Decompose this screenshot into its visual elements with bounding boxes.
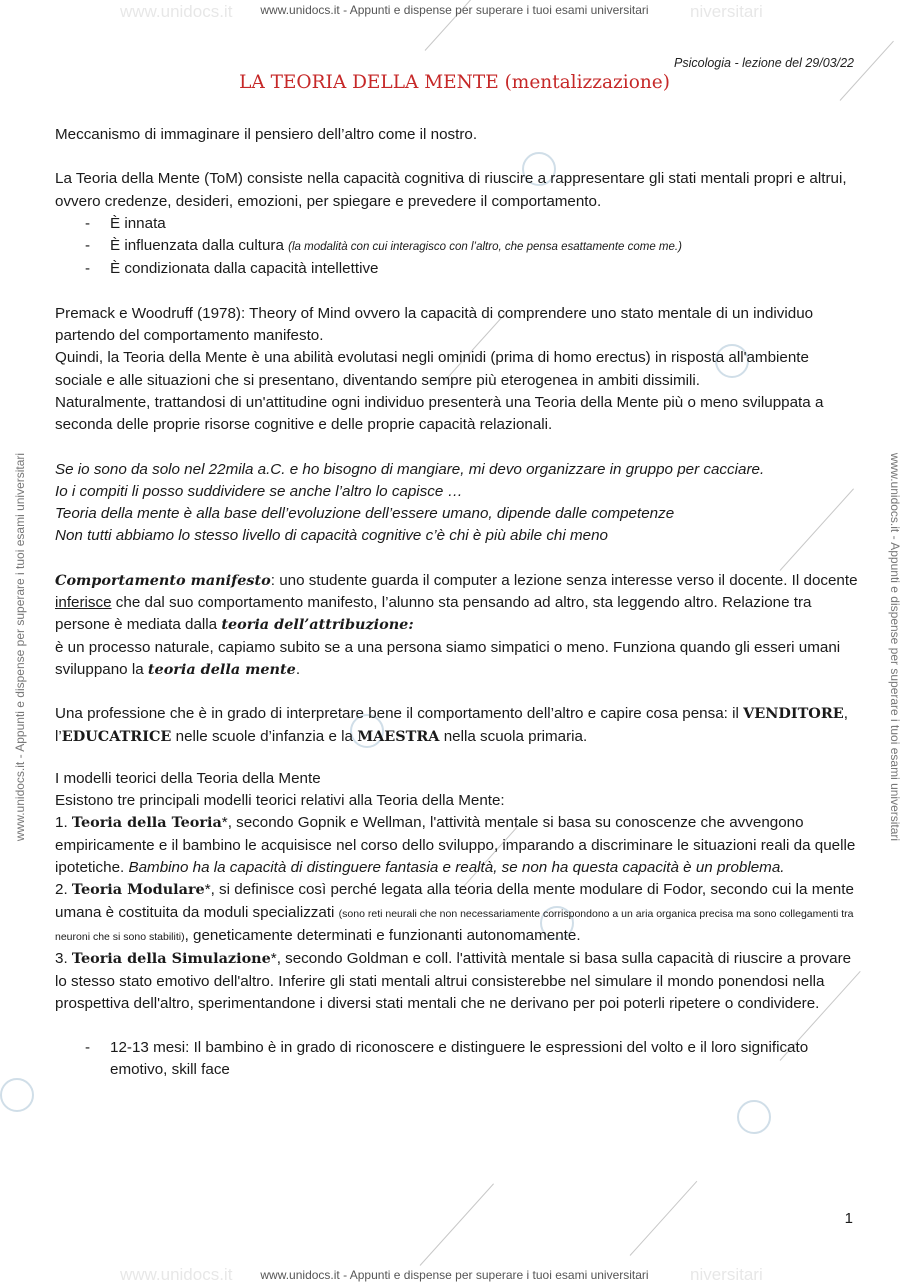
ghost-watermark: www.unidocs.it [120, 2, 233, 21]
list-item: - È condizionata dalla capacità intellettive [85, 258, 860, 280]
term-educatrice: EDUCATRICE [61, 727, 172, 745]
note-text: (sono reti neurali che non necessariamente corrispondono a un aria organica precisa ma sono collegamenti tra neuroni che si sono stabiliti) [55, 907, 854, 943]
paragraph-intro: Meccanismo di immaginare il pensiero dell’altro come il nostro. [55, 126, 478, 143]
model-teoria-della-teoria: 1. Teoria della Teoria*, secondo Gopnik e Wellman, l'attività mentale si basa su conoscenze che avvengono empiricamente e il bambino le acquisisce nel corso dello sviluppo, imparando a discriminare le situazioni reali da quelle ipotetiche. Bambino ha la capacità di distinguere fantasia e realtà, se non ha questa capacità è un problema. [55, 814, 856, 877]
lesson-date: Psicologia - lezione del 29/03/22 [674, 56, 854, 70]
model-teoria-simulazione: 3. Teoria della Simulazione*, secondo Goldman e coll. l'attività mentale si basa sulla capacità di riuscire a provare lo stesso stato emotivo dell'altro. Inferire gli stati mentali altrui consisterebbe nel simulare il mondo ponendosi nella prospettiva dell'altro, sperimentandone i diversi stati mentali che ne derivano per poi poterli ripetere o condividere. [55, 950, 852, 1012]
section-heading-modelli: I modelli teorici della Teoria della Mente [55, 769, 321, 787]
paragraph-professione: Una professione che è in grado di interpretare bene il comportamento dell’altro e capire cosa pensa: il VENDITORE, l’EDUCATRICE nelle scuole d’infanzia e la MAESTRA nella scuola primaria. [55, 705, 848, 745]
term-maestra: MAESTRA [357, 727, 440, 745]
watermark-logo-icon [737, 1100, 771, 1134]
watermark-left: www.unidocs.it - Appunti e dispense per superare i tuoi esami universitari [13, 452, 27, 842]
term-venditore: VENDITORE [743, 705, 844, 723]
ghost-watermark: www.unidocs.it [120, 1265, 233, 1284]
term-teoria-mente: teoria della mente [147, 660, 296, 678]
watermark-bottom: www.unidocs.it - Appunti e dispense per superare i tuoi esami universitari [260, 1268, 649, 1282]
italic-line: Se io sono da solo nel 22mila a.C. e ho bisogno di mangiare, mi devo organizzare in gruppo per cacciare. [55, 460, 765, 478]
paragraph-premack: Premack e Woodruff (1978): Theory of Mind ovvero la capacità di comprendere uno stato mentale di un individuo partendo del comportamento manifesto. [55, 304, 814, 345]
watermark-top: www.unidocs.it - Appunti e dispense per superare i tuoi esami universitari [260, 3, 649, 17]
ghost-watermark: niversitari [690, 2, 763, 21]
list-item: - È influenzata dalla cultura (la modalità con cui interagisco con l’altro, che pensa esattamente come me.) [85, 235, 860, 258]
paragraph-individual: Naturalmente, trattandosi di un'attitudine ogni individuo presenterà una Teoria della Mente più o meno sviluppata a seconda delle proprie risorse cognitive e delle proprie capacità relazionali. [55, 393, 824, 434]
watermark-logo-icon [0, 1078, 34, 1112]
page-number: 1 [844, 1210, 853, 1227]
paragraph-evolution: Quindi, la Teoria della Mente è una abilità evolutasi negli ominidi (prima di homo erectus) in risposta all'ambiente sociale e alle situazioni che si presentano, diventando sempre più eterogenea in ambiti dissimili. [55, 349, 809, 389]
note-text: (la modalità con cui interagisco con l’altro, che pensa esattamente come me.) [288, 241, 682, 254]
paragraph-tom-definition: La Teoria della Mente (ToM) consiste nella capacità cognitiva di riuscire a rappresentare gli stati mentali propri e altrui, ovvero credenze, desideri, emozioni, per spiegare e prevedere il comportamento. [55, 170, 847, 210]
page-title: LA TEORIA DELLA MENTE (mentalizzazione) [239, 72, 670, 93]
tom-properties-list [55, 213, 860, 281]
paragraph-modelli-intro: Esistono tre principali modelli teorici relativi alla Teoria della Mente: [55, 792, 505, 810]
diagonal-line [420, 1183, 494, 1265]
italic-line: Non tutti abbiamo lo stesso livello di capacità cognitive c’è chi è più abile chi meno [55, 527, 608, 545]
diagonal-line [630, 1181, 698, 1256]
ghost-watermark: niversitari [690, 1265, 763, 1284]
italic-line: Teoria della mente è alla base dell’evoluzione dell’essere umano, dipende dalle competenze [55, 505, 675, 523]
term-inferisce: inferisce [55, 594, 112, 612]
term-comportamento: Comportamento manifesto [55, 571, 271, 589]
development-list [55, 1037, 860, 1082]
document-body [55, 124, 860, 1082]
term-attribuzione: teoria dell’attribuzione: [221, 616, 414, 634]
italic-line: Io i compiti li posso suddividere se anche l’altro lo capisce … [55, 482, 463, 500]
paragraph-comportamento: Comportamento manifesto: uno studente guarda il computer a lezione senza interesse verso il docente. Il docente inferisce che dal suo comportamento manifesto, l’alunno sta pensando ad altro, sta leggendo altro. Relazione tra persone è mediata dalla teoria dell’attribuzione: è un processo naturale, capiamo subito se a una persona siamo simpatici o meno. Funziona quando gli esseri umani sviluppano la teoria della mente. [55, 571, 858, 678]
list-item: - È innata [85, 213, 860, 235]
list-item: - 12-13 mesi: Il bambino è in grado di riconoscere e distinguere le espressioni del volto e il loro significato emotivo, skill face [85, 1037, 860, 1082]
model-teoria-modulare: 2. Teoria Modulare*, si definisce così perché legata alla teoria della mente modulare di Fodor, secondo cui la mente umana è costituita da moduli specializzati (sono reti neurali che non necessariamente corrispondono a un aria organica precisa ma sono collegamenti tra neuroni che si sono stabiliti), geneticamente determinati e funzionanti autonomamente. [55, 881, 854, 944]
watermark-right: www.unidocs.it - Appunti e dispense per superare i tuoi esami universitari [888, 452, 902, 842]
